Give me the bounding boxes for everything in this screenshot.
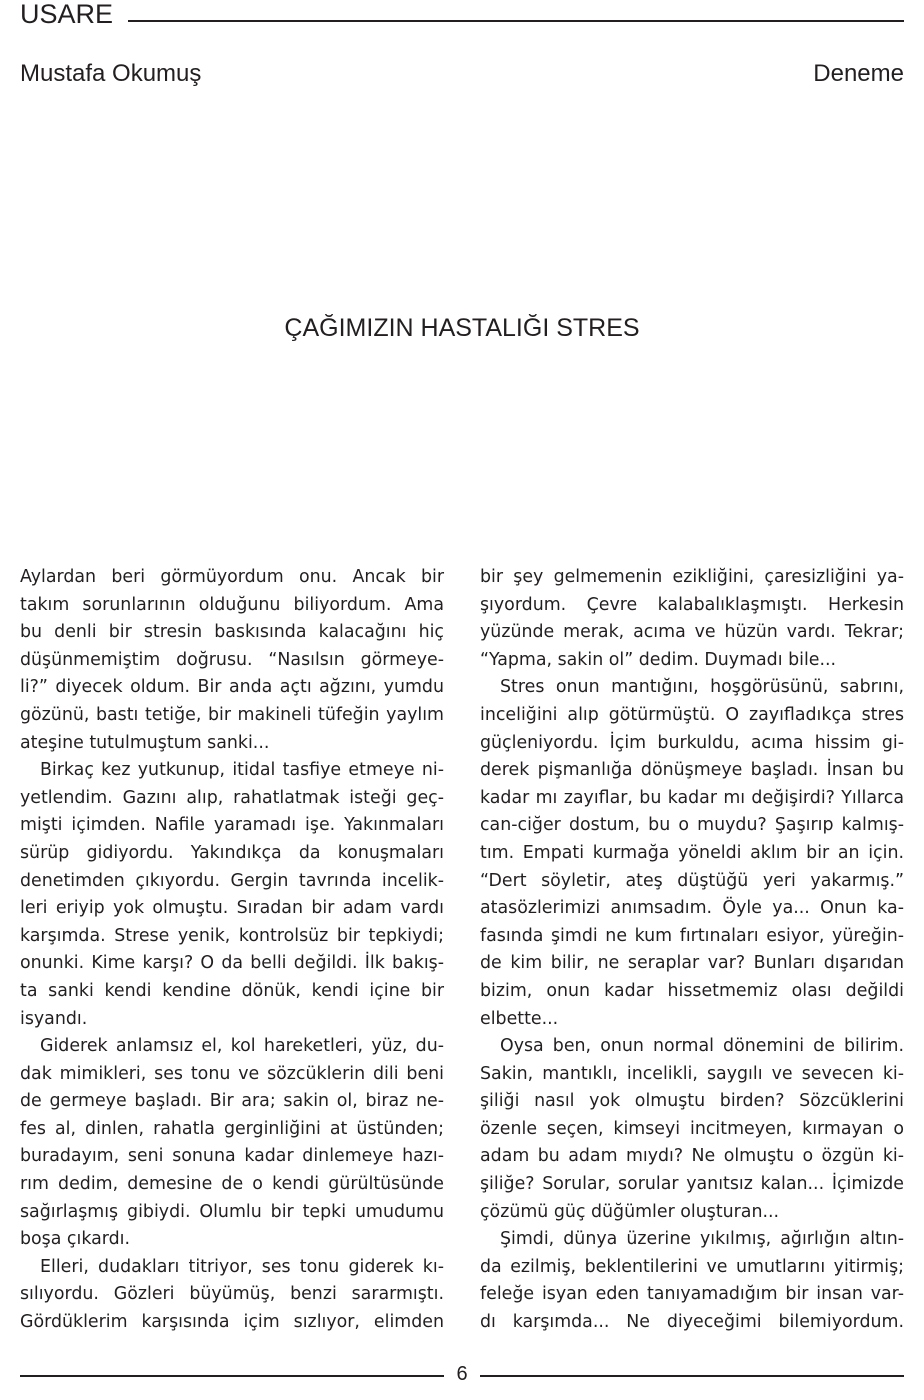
text-line: Gördüklerim karşısında içim sızlıyor, elimden [20,1312,444,1333]
text-line: da ezilmiş, beklentilerini ve umutlarını yitirmiş; [480,1256,904,1277]
text-line: isyandı. [20,1008,88,1029]
text-line: rım dedim, demesine de o kendi gürültüsünde [20,1174,444,1195]
text-line: yetlendim. Gazını alıp, rahatlatmak isteği geç- [20,787,444,808]
text-line: “Yapma, sakin ol” dedim. Duymadı bile... [480,649,837,670]
right-column [480,564,904,1337]
text-line: dı karşımda... Ne diyeceğimi bilemiyordum. [480,1312,904,1333]
text-line: sürüp gidiyordu. Yakındıkça da konuşmaları [20,842,444,863]
text-line: Stres onun mantığını, hoşgörüsünü, sabrını, [500,677,904,698]
text-line: düşünmemiştim doğrusu. “Nasılsın görmeye- [20,649,444,670]
page-number: 6 [456,1363,468,1385]
text-line: li?” diyecek oldum. Bir anda açtı ağzını, yumdu [20,677,444,698]
paragraph [20,1033,444,1254]
text-line: çözümü güç düğümler oluşturan... [480,1201,780,1222]
paragraph [480,674,904,1033]
paragraph [480,564,904,674]
text-line: şiliği nasıl yok olmuştu birden? Sözcüklerini [480,1091,904,1112]
text-line: atasözlerimizi anımsadım. Öyle ya... Onun ka- [480,898,904,919]
text-line: sağırlaşmış gibiydi. Olumlu bir tepki umudumu [20,1201,444,1222]
text-line: ateşine tutulmuştum sanki... [20,732,270,753]
text-line: buradayım, seni sonuna kadar dinlemeye hazı- [20,1146,444,1167]
text-line: fes al, dinlen, rahatla gerginliğini at üstünden; [20,1118,444,1139]
text-line: derek pişmanlığa dönüşmeye başladı. İnsan bu [480,760,904,781]
text-line: de kim bilir, ne seraplar var? Bunları dışarıdan [480,953,904,974]
author-name: Mustafa Okumuş [20,60,202,87]
paragraph [20,757,444,1033]
text-line: bizim, onun kadar hissetmemiz olası değildi [480,980,904,1001]
text-line: yüzünde merak, acıma ve hüzün vardı. Tekrar; [480,622,904,643]
paragraph [480,1033,904,1226]
footer-rule-left [20,1375,444,1377]
article-title: ÇAĞIMIZIN HASTALIĞI STRES [284,314,640,342]
text-line: bir şey gelmemenin ezikliğini, çaresizliğini ya- [480,567,904,587]
text-line: bu denli bir stresin baskısında kalacağını hiç [20,622,444,643]
text-line: denetimden çıkıyordu. Gergin tavrında incelik- [20,870,444,891]
text-line: can-ciğer dostum, bu o muydu? Şaşırıp kalmış- [480,815,904,836]
genre-label: Deneme [813,60,904,87]
text-line: karşımda. Strese yenik, kontrolsüz bir tepkiydi; [20,925,444,946]
text-line: Şimdi, dünya üzerine yıkılmış, ağırlığın altın- [500,1229,904,1250]
text-line: fasında şimdi ne kum fırtınaları esiyor, yüreğin- [480,925,904,946]
text-line: güçleniyordu. İçim burkuldu, acıma hissim gi- [480,732,904,753]
text-line: “Dert söyletir, ateş düştüğü yeri yakarmış.” [480,870,904,891]
text-line: takım sorunlarının olduğunu biliyordum. Ama [20,594,444,615]
text-line: tım. Empati kurmağa yöneldi aklım bir an için. [480,842,904,863]
paragraph [480,1226,904,1336]
text-line: Sakin, mantıklı, incelikli, saygılı ve sevecen ki- [480,1063,904,1084]
text-line: şıyordum. Çevre kalabalıklaşmıştı. Herkesin [480,594,904,615]
left-column [20,564,444,1337]
text-line: onunki. Kime karşı? O da belli değildi. İlk bakış- [20,953,444,974]
text-line: Aylardan beri görmüyordum onu. Ancak bir [20,567,444,587]
text-line: leri eriyip yok olmuştu. Sıradan bir adam vardı [20,898,444,919]
text-line: Giderek anlamsız el, kol hareketleri, yüz, du- [40,1036,444,1057]
header-rule [128,20,904,22]
text-line: Elleri, dudakları titriyor, ses tonu giderek kı- [40,1256,444,1277]
text-line: sılıyordu. Gözleri büyümüş, benzi sararmıştı. [20,1284,444,1305]
text-line: kadar mı zayıflar, bu kadar mı değişirdi? Yıllarca [480,787,904,808]
text-line: Birkaç kez yutkunup, itidal tasfiye etmeye ni- [40,760,444,781]
text-line: adam bu adam mıydı? Ne olmuştu o özgün ki- [480,1146,904,1167]
text-line: gözünü, bastı tetiğe, bir makineli tüfeğin yaylım [20,704,444,725]
text-line: ta sanki kendi kendine dönük, kendi içine bir [20,980,444,1001]
text-line: boşa çıkardı. [20,1229,130,1250]
footer-rule-right [480,1375,904,1377]
magazine-name: USARE [20,0,114,29]
paragraph [20,1254,444,1337]
text-line: mişti içimden. Nafile yaramadı işe. Yakınmaları [20,815,444,836]
text-line: Oysa ben, onun normal dönemini de bilirim. [500,1036,904,1057]
text-line: de germeye başladı. Bir ara; sakin ol, biraz ne- [20,1091,444,1112]
text-line: dak mimikleri, ses tonu ve sözcüklerin dili beni [20,1063,444,1084]
text-line: özenle seçen, kimseyi incitmeyen, kırmayan o [480,1118,904,1139]
paragraph [20,564,444,757]
text-line: inceliğini alıp götürmüştü. O zayıfladıkça stres [480,704,904,725]
text-line: feleğe isyan eden tanıyamadığım bir insan var- [480,1284,904,1305]
text-line: elbette... [480,1008,559,1029]
text-line: şiliğe? Sorular, sorular yanıtsız kalan... İçimizde [480,1174,904,1195]
